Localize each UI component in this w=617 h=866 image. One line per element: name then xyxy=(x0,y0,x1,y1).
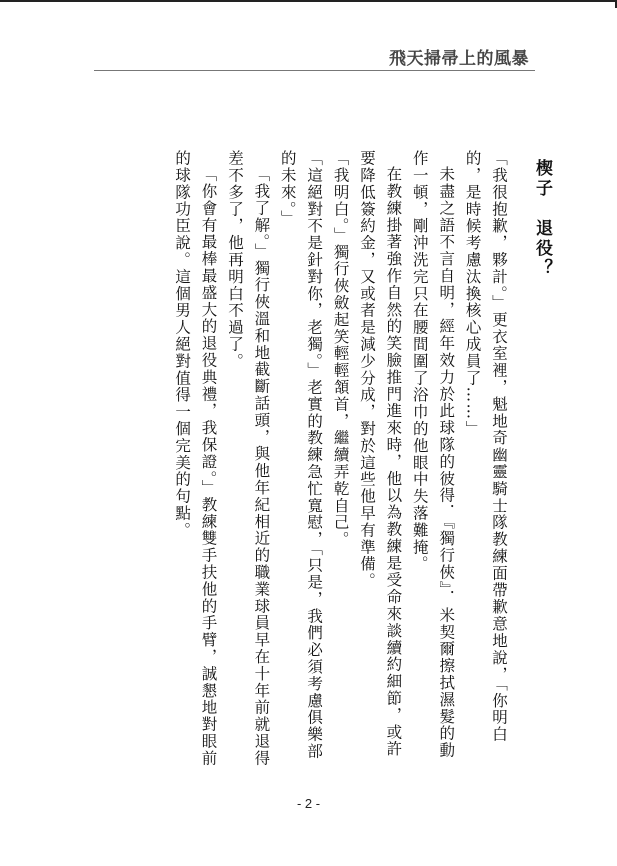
paragraph-6: 「我了解。」獨行俠溫和地截斷話頭，與他年紀相近的職業球員早在十年前就退得差不多了，他再明白不過了。 xyxy=(225,150,271,767)
page-top-edge xyxy=(0,0,617,2)
paragraph-4: 「我明白。」獨行俠斂起笑輕輕頷首，繼續弄乾自己。 xyxy=(331,150,350,548)
vertical-text-body xyxy=(169,150,555,768)
chapter-title: 楔子 退役？ xyxy=(532,159,552,279)
paragraph-1: 「我很抱歉，夥計。」更衣室裡，魁地奇幽靈騎士隊教練面帶歉意地說，「你明白的，是時候考慮汰換核心成員了……」 xyxy=(463,150,508,743)
page-number: - 2 - xyxy=(296,796,321,811)
paragraph-7: 「你會有最棒最盛大的退役典禮，我保證。」教練雙手扶他的手臂，誠懇地對眼前的球隊功臣說。這個男人絕對值得一個完美的句點。 xyxy=(173,150,218,767)
paragraph-5: 「這絕對不是針對你，老獨。」老實的教練急忙寬慰，「只是，我們必須考慮俱樂部的未來。」 xyxy=(278,150,324,760)
paragraph-3: 在教練掛著強作自然的笑臉推門進來時，他以為教練是受命來談續約細節，或許要降低簽約金，又或者是減少分成，對於這些他早有準備。 xyxy=(357,150,403,757)
header-rule xyxy=(94,70,535,71)
running-header-title: 飛天掃帚上的風暴 xyxy=(389,49,529,69)
paragraph-2: 未盡之語不言自明，經年效力於此球隊的彼得．『獨行俠』．米契爾擦拭濕髮的動作一頓，剛沖洗完只在腰間圍了浴巾的他眼中失落難掩。 xyxy=(410,150,456,759)
